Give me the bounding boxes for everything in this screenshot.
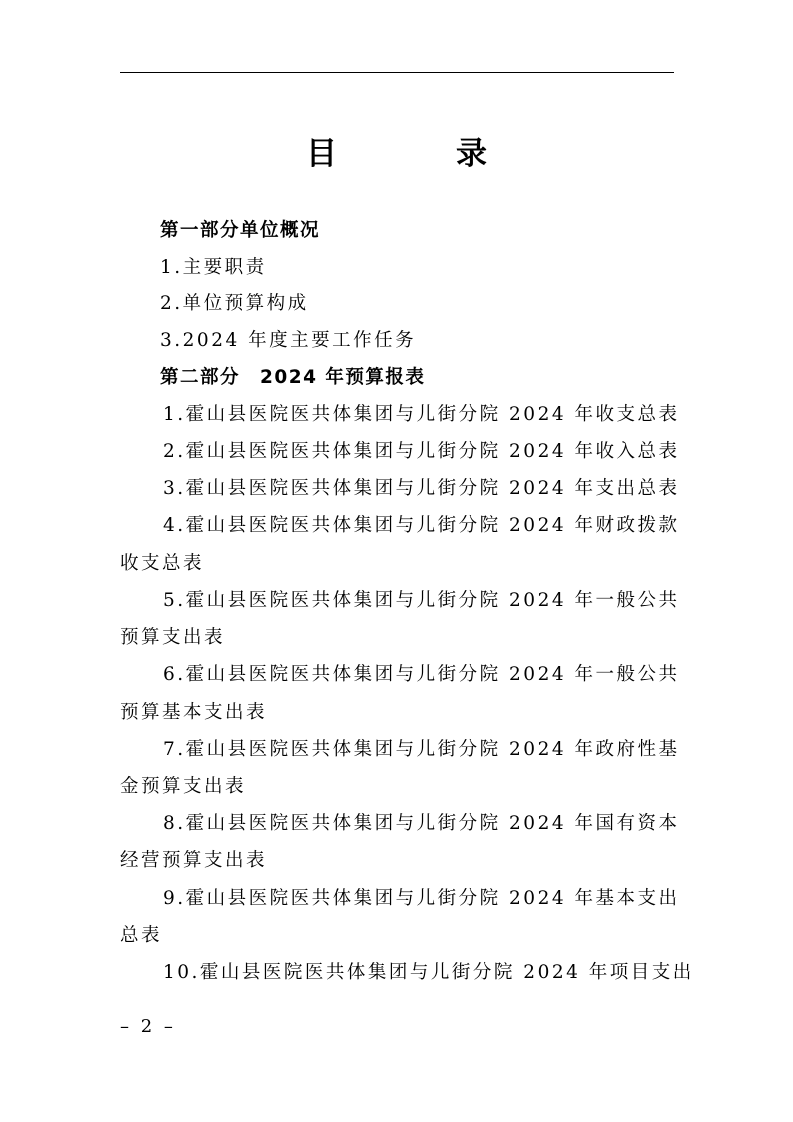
page-number: – 2 – xyxy=(120,1016,176,1037)
toc-item-continuation: 收支总表 xyxy=(120,553,205,574)
toc-item-continuation: 预算基本支出表 xyxy=(120,702,268,723)
toc-item: 8.霍山县医院医共体集团与儿街分院 2024 年国有资本 xyxy=(163,813,680,834)
toc-item: 2.单位预算构成 xyxy=(160,293,309,314)
toc-item: 3.霍山县医院医共体集团与儿街分院 2024 年支出总表 xyxy=(163,478,680,499)
toc-item: 10.霍山县医院医共体集团与儿街分院 2024 年项目支出 xyxy=(163,962,694,983)
toc-item: 1.主要职责 xyxy=(160,257,267,278)
header-rule xyxy=(120,72,674,73)
toc-item-continuation: 预算支出表 xyxy=(120,627,226,648)
part2-heading: 第二部分 2024 年预算报表 xyxy=(160,367,426,388)
toc-item: 2.霍山县医院医共体集团与儿街分院 2024 年收入总表 xyxy=(163,441,680,462)
toc-item: 9.霍山县医院医共体集团与儿街分院 2024 年基本支出 xyxy=(163,888,680,909)
toc-item: 3.2024 年度主要工作任务 xyxy=(160,330,417,351)
toc-item: 5.霍山县医院医共体集团与儿街分院 2024 年一般公共 xyxy=(163,590,680,611)
toc-item-continuation: 经营预算支出表 xyxy=(120,850,268,871)
toc-item-continuation: 总表 xyxy=(120,925,163,946)
page-title: 目 录 xyxy=(306,136,531,172)
toc-item: 4.霍山县医院医共体集团与儿街分院 2024 年财政拨款 xyxy=(163,515,680,536)
part1-heading: 第一部分单位概况 xyxy=(160,220,321,241)
toc-item: 6.霍山县医院医共体集团与儿街分院 2024 年一般公共 xyxy=(163,664,680,685)
toc-item: 7.霍山县医院医共体集团与儿街分院 2024 年政府性基 xyxy=(163,739,680,760)
toc-item: 1.霍山县医院医共体集团与儿街分院 2024 年收支总表 xyxy=(163,404,680,425)
toc-item-continuation: 金预算支出表 xyxy=(120,776,247,797)
